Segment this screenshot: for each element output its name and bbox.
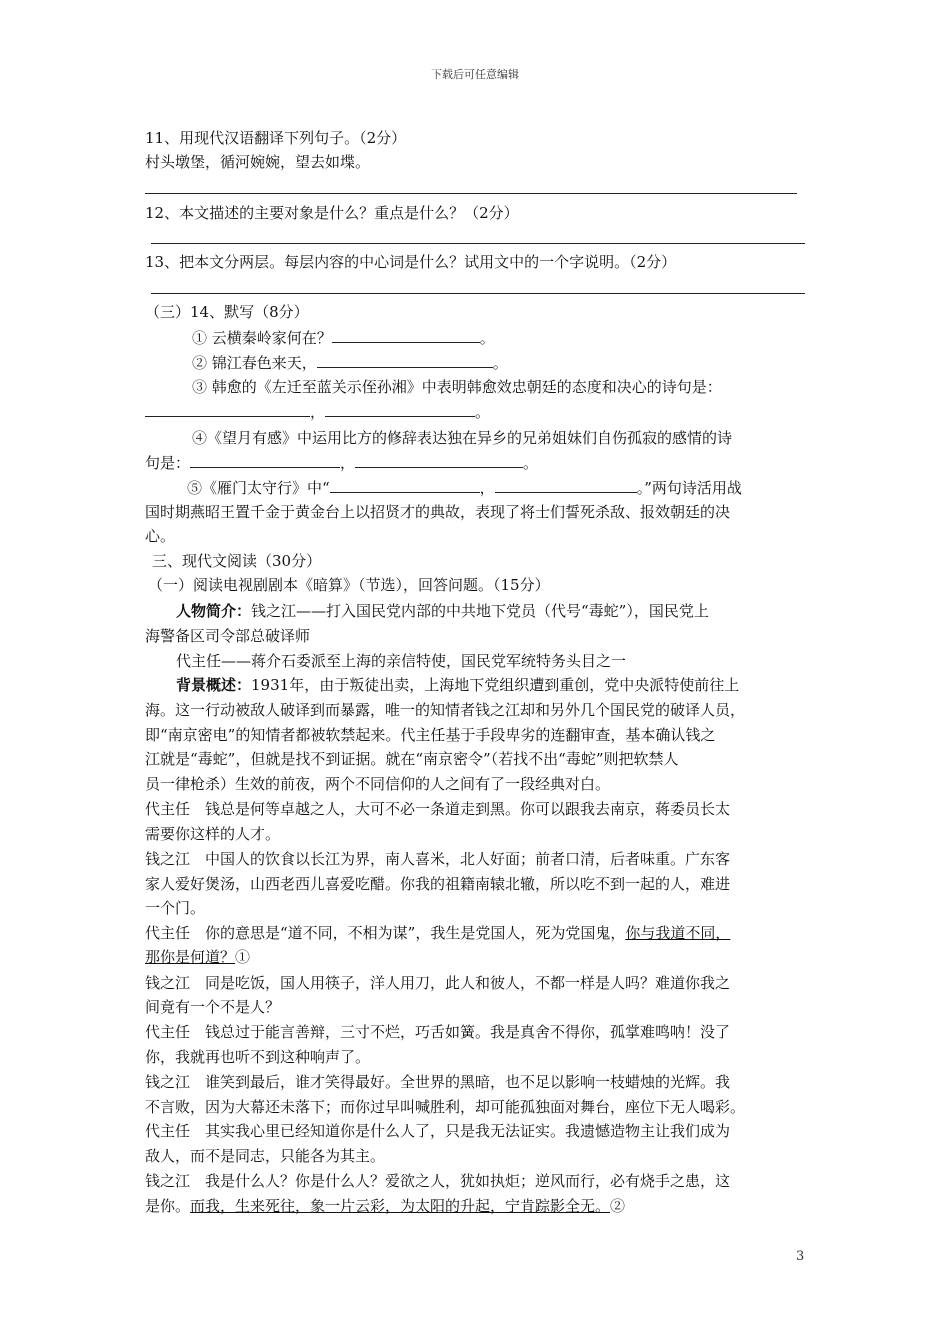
answer-line <box>151 243 805 244</box>
dialogue-text: 代主任 你的意思是“道不同，不相为谋”，我生是党国人，死为党国鬼， <box>145 924 626 942</box>
dialogue-line: 钱之江 谁笑到最后，谁才笑得最好。全世界的黑暗，也不足以影响一枝蜡烛的光辉。我 <box>145 1073 731 1091</box>
punct: ， <box>340 454 356 472</box>
dictation-text: 。”两句诗活用战 <box>636 479 742 497</box>
dialogue-line: 不言败，因为大幕还未落下；而你过早叫喊胜利，却可能孤独面对舞台，座位下无人喝彩。 <box>145 1098 746 1116</box>
dialogue-line <box>145 923 730 943</box>
intro-text: 钱之江——打入国民党内部的中共地下党员（代号“毒蛇”），国民党上 <box>251 602 709 620</box>
fill-blank[interactable] <box>190 452 340 468</box>
section-3-sub-1: （一）阅读电视剧剧本《暗算》（节选），回答问题。（15分） <box>148 576 550 594</box>
dictation-item-5-line2: 国时期燕昭王置千金于黄金台上以招贤才的典故，表现了将士们誓死杀敌、报效朝廷的决 <box>145 503 731 521</box>
question-14-title: （三）14、默写（8分） <box>145 303 309 321</box>
dictation-item-1 <box>192 327 495 348</box>
underlined-text: 而我，生来死往，象一片云彩，为太阳的升起，宁肯踪影全无。 <box>190 1197 611 1215</box>
dictation-text: ⑤《雁门太守行》中“ <box>187 479 330 497</box>
question-11-prompt: 11、用现代汉语翻译下列句子。（2分） <box>145 129 407 147</box>
dialogue-line: 需要你这样的人才。 <box>145 825 281 843</box>
background-4: 江就是“毒蛇”，但就是找不到证据。就在“南京密令”（若找不出“毒蛇”则把软禁人 <box>145 750 679 768</box>
underlined-text: 你与我道不同， <box>625 924 731 942</box>
punct: ， <box>310 403 326 421</box>
page-number: 3 <box>796 1249 805 1264</box>
character-intro-3: 代主任——蒋介石委派至上海的亲信特使，国民党军统特务头目之一 <box>176 652 627 670</box>
dictation-text: ① 云横秦岭家何在？ <box>192 329 332 347</box>
punct: 。 <box>475 403 491 421</box>
dialogue-line: 间竟有一个不是人？ <box>145 998 281 1016</box>
dictation-item-3: ③ 韩愈的《左迁至蓝关示侄孙湘》中表明韩愈效忠朝廷的态度和决心的诗句是： <box>192 378 722 396</box>
background-label: 背景概述： <box>176 676 252 694</box>
dictation-item-5-line3: 心。 <box>145 527 176 545</box>
fill-blank[interactable] <box>332 327 480 343</box>
marker-1: ① <box>235 948 251 966</box>
intro-label: 人物简介： <box>176 602 252 620</box>
underlined-text: 那你是何道？ <box>145 948 236 966</box>
punct: ， <box>479 479 495 497</box>
question-11-sentence: 村头墩堡，循河婉婉，望去如堞。 <box>145 153 371 171</box>
punct: 。 <box>492 354 508 372</box>
marker-2: ② <box>610 1197 626 1215</box>
dialogue-line: 一个门。 <box>145 899 206 917</box>
dialogue-line: 钱之江 同是吃饭，国人用筷子，洋人用刀，此人和彼人，不都一样是人吗？难道你我之 <box>145 974 731 992</box>
dialogue-line <box>145 947 250 967</box>
dictation-text: ② 锦江春色来天， <box>192 354 317 372</box>
dictation-item-4-line1: ④《望月有感》中运用比方的修辞表达独在异乡的兄弟姐妹们自伤孤寂的感情的诗 <box>192 429 733 447</box>
dialogue-line <box>145 1196 625 1216</box>
fill-blank[interactable] <box>317 352 493 368</box>
fill-blank[interactable] <box>325 401 475 417</box>
dialogue-text: 是你。 <box>145 1197 191 1215</box>
background-3: 即“南京密电”的知情者都被软禁起来。代主任基于手段卑劣的连翻审查，基本确认钱之 <box>145 726 716 744</box>
fill-blank[interactable] <box>145 401 310 417</box>
fill-blank[interactable] <box>355 452 523 468</box>
background-2: 海。这一行动被敌人破译到而暴露，唯一的知情者钱之江却和另外几个国民党的破译人员， <box>145 701 746 719</box>
fill-blank[interactable] <box>495 477 637 493</box>
dictation-text: 句是： <box>145 454 191 472</box>
page-header: 下载后可任意编辑 <box>431 68 519 81</box>
dialogue-line: 代主任 其实我心里已经知道你是什么人了，只是我无法证实。我遗憾造物主让我们成为 <box>145 1122 731 1140</box>
dialogue-line: 敌人，而不是同志，只能各为其主。 <box>145 1147 386 1165</box>
question-13: 13、把本文分两层。每层内容的中心词是什么？试用文中的一个字说明。（2分） <box>145 253 677 271</box>
question-12: 12、本文描述的主要对象是什么？重点是什么？（2分） <box>145 204 519 222</box>
background-text: 1931年，由于叛徒出卖，上海地下党组织遭到重创，党中央派特使前往上 <box>251 676 740 694</box>
section-3-title: 三、现代文阅读（30分） <box>152 552 322 570</box>
dialogue-line: 代主任 钱总是何等卓越之人，大可不必一条道走到黑。你可以跟我去南京，蒋委员长太 <box>145 800 731 818</box>
punct: 。 <box>523 454 539 472</box>
dictation-item-4-line2 <box>145 452 538 473</box>
answer-line <box>145 193 797 194</box>
dialogue-line: 家人爱好煲汤，山西老西儿喜爱吃醋。你我的祖籍南辕北辙，所以吃不到一起的人，难进 <box>145 875 731 893</box>
background-1 <box>176 675 739 695</box>
dictation-item-2 <box>192 352 508 373</box>
dialogue-line: 代主任 钱总过于能言善辩，三寸不烂，巧舌如簧。我是真舍不得你，孤掌难鸣呐！没了 <box>145 1023 731 1041</box>
dictation-item-5-line1 <box>187 477 742 498</box>
fill-blank[interactable] <box>330 477 480 493</box>
answer-line <box>151 293 805 294</box>
dialogue-line: 钱之江 中国人的饮食以长江为界，南人喜米，北人好面；前者口清，后者味重。广东客 <box>145 850 731 868</box>
punct: 。 <box>479 329 495 347</box>
dictation-item-3-blanks <box>145 401 490 422</box>
dialogue-line: 你，我就再也听不到这种响声了。 <box>145 1048 371 1066</box>
character-intro-2: 海警备区司令部总破译师 <box>145 627 311 645</box>
dialogue-line: 钱之江 我是什么人？你是什么人？爱欲之人，犹如执炬；逆风而行，必有烧手之患，这 <box>145 1172 731 1190</box>
character-intro-1 <box>176 601 709 621</box>
background-5: 员一律枪杀）生效的前夜，两个不同信仰的人之间有了一段经典对白。 <box>145 775 611 793</box>
